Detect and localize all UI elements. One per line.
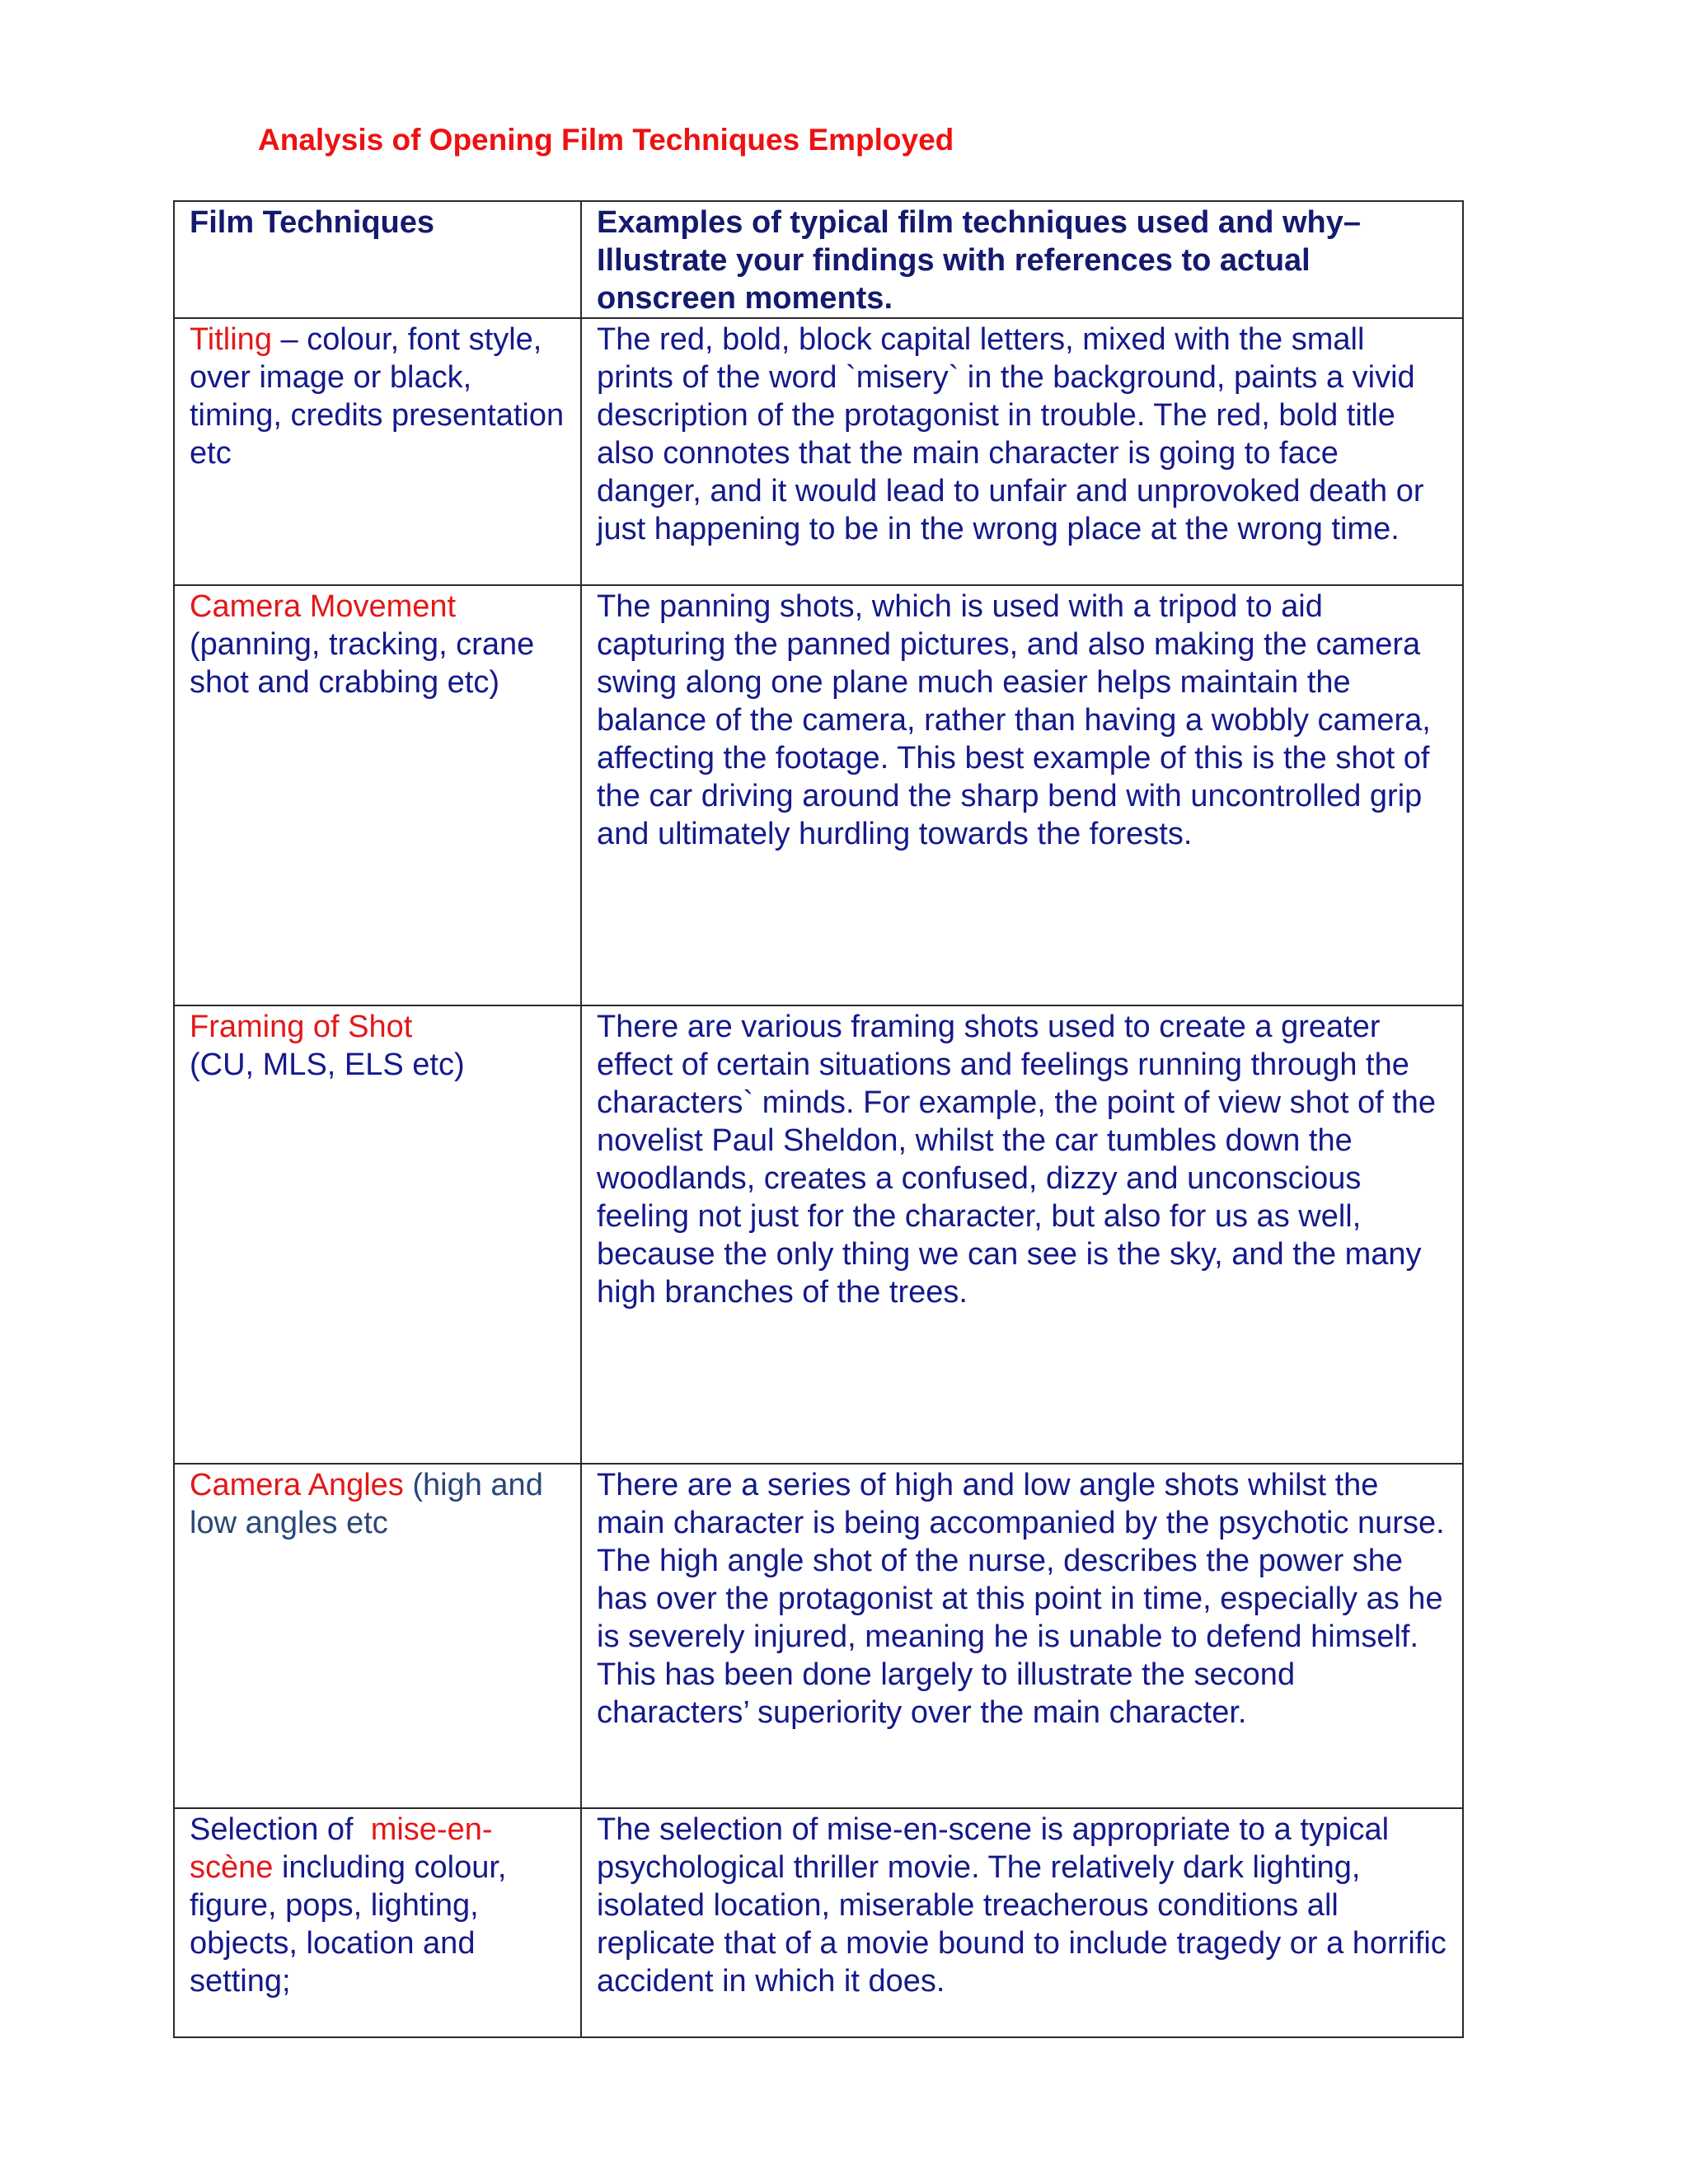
technique-prefix: Selection of — [190, 1812, 371, 1847]
table-header-row — [174, 201, 1463, 318]
technique-description: (CU, MLS, ELS etc) — [190, 1047, 465, 1082]
table-row-titling — [174, 318, 1463, 585]
example-cell: There are a series of high and low angle shots whilst the main character is being accompanied by the psychotic nurse. The high angle shot of the nurse, describes the power she has over the protagonist at this point in time, especially as he is severely injured, meaning he is unable to defend himself. This has been done largely to illustrate the second characters’ superiority over the main character. — [581, 1464, 1463, 1808]
technique-cell — [174, 318, 581, 585]
table-row-framing-of-shot — [174, 1005, 1463, 1464]
technique-cell — [174, 1005, 581, 1464]
technique-description: (panning, tracking, crane shot and crabbing etc) — [190, 627, 535, 700]
technique-name: Camera Movement — [190, 589, 457, 624]
technique-cell — [174, 585, 581, 1005]
technique-name: Camera Angles — [190, 1468, 404, 1502]
technique-description: (high and low angles etc — [190, 1468, 543, 1540]
page-title: Analysis of Opening Film Techniques Employed — [258, 123, 954, 157]
technique-name: Titling — [190, 322, 272, 357]
example-cell: There are various framing shots used to create a greater effect of certain situations and feelings running through the characters` minds. For example, the point of view shot of the novelist Paul Sheldon, whilst the car tumbles down the woodlands, creates a confused, dizzy and unconscious feeling not just for the character, but also for us as well, because the only thing we can see is the sky, and the many high branches of the trees. — [581, 1005, 1463, 1464]
technique-cell — [174, 1808, 581, 2037]
technique-cell — [174, 1464, 581, 1808]
technique-description: including colour, figure, pops, lighting, objects, location and setting; — [190, 1850, 507, 1999]
technique-name: Framing of Shot — [190, 1010, 413, 1044]
technique-description: – colour, font style, over image or black, timing, credits presentation etc — [190, 322, 565, 471]
table-row-camera-movement — [174, 585, 1463, 1005]
example-cell: The red, bold, block capital letters, mixed with the small prints of the word `misery` in the background, paints a vivid description of the protagonist in trouble. The red, bold title also connotes that the main character is going to face danger, and it would lead to unfair and unprovoked death or just happening to be in the wrong place at the wrong time. — [581, 318, 1463, 585]
header-examples: Examples of typical film techniques used and why– Illustrate your findings with references to actual onscreen moments. — [581, 201, 1463, 318]
techniques-table — [173, 200, 1464, 2038]
technique-name: mise-en-scène — [190, 1812, 493, 1885]
example-cell: The panning shots, which is used with a tripod to aid capturing the panned pictures, and also making the camera swing along one plane much easier helps maintain the balance of the camera, rather than having a wobbly camera, affecting the footage. This best example of this is the shot of the car driving around the sharp bend with uncontrolled grip and ultimately hurdling towards the forests. — [581, 585, 1463, 1005]
example-cell: The selection of mise-en-scene is appropriate to a typical psychological thriller movie. The relatively dark lighting, isolated location, miserable treacherous conditions all replicate that of a movie bound to include tragedy or a horrific accident in which it does. — [581, 1808, 1463, 2037]
table-row-camera-angles — [174, 1464, 1463, 1808]
table-row-mise-en-scene — [174, 1808, 1463, 2037]
header-film-techniques: Film Techniques — [174, 201, 581, 318]
